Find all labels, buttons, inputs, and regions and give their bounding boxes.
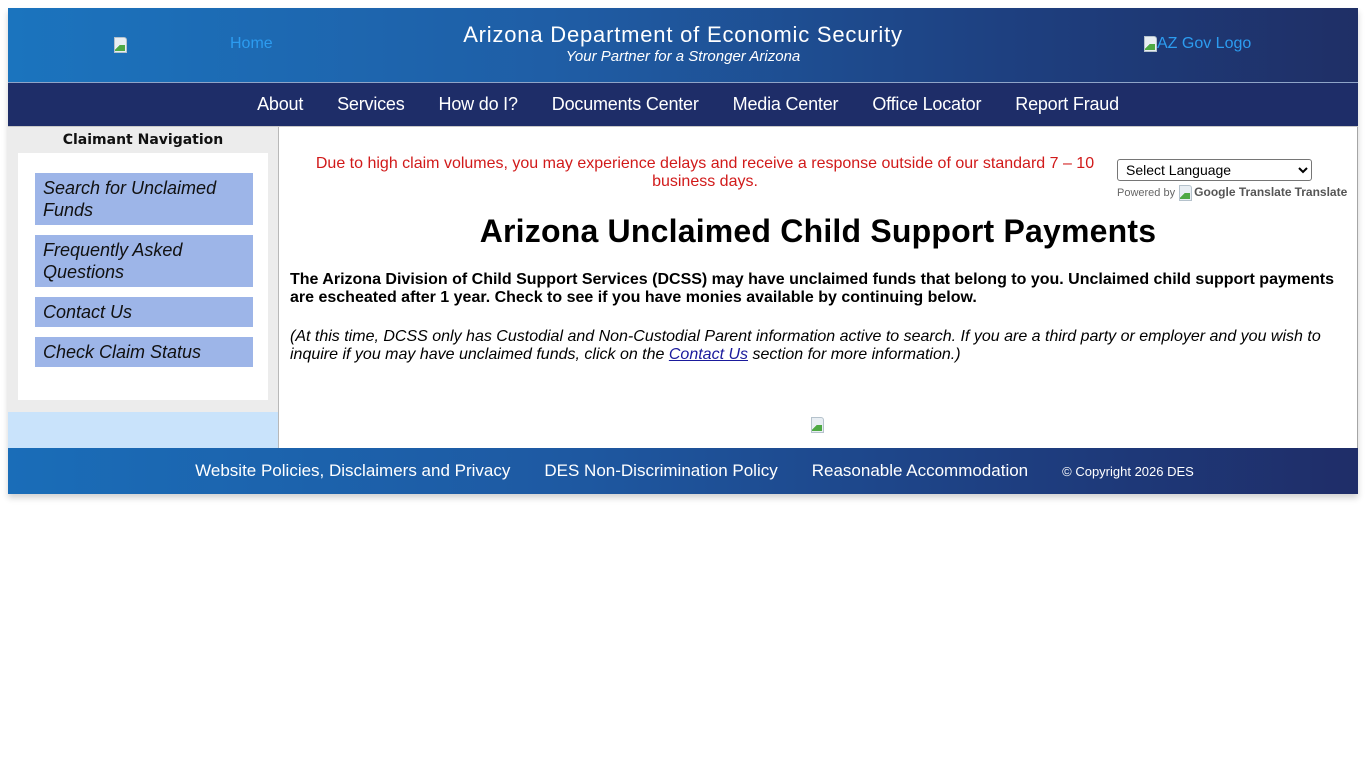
translate-link[interactable]: Translate bbox=[1294, 185, 1348, 199]
google-translate-widget bbox=[1117, 159, 1347, 199]
page-container bbox=[8, 8, 1358, 494]
nav-documents-center[interactable]: Documents Center bbox=[551, 94, 699, 114]
footer-link-reasonable-accommodation[interactable]: Reasonable Accommodation bbox=[811, 461, 1029, 480]
claimant-sidebar bbox=[8, 127, 279, 448]
nav-services[interactable]: Services bbox=[337, 94, 405, 114]
site-tagline: Your Partner for a Stronger Arizona bbox=[565, 48, 801, 65]
nav-how-do-i[interactable]: How do I? bbox=[438, 94, 518, 114]
note-text-after: section for more information.) bbox=[748, 346, 961, 363]
note-text-before: (At this time, DCSS only has Custodial and Non-Custodial Parent information active to search. If you are a third party or employer and you wish to inquire if you may have unclaimed funds, click on the bbox=[290, 328, 1321, 363]
sidebar-item-search-unclaimed-funds[interactable]: Search for Unclaimed Funds bbox=[35, 173, 253, 225]
footer-link-website-policies[interactable]: Website Policies, Disclaimers and Privacy bbox=[195, 461, 511, 480]
intro-paragraph: The Arizona Division of Child Support Services (DCSS) may have unclaimed funds that belong to you. Unclaimed child support payments are escheated after 1 year. Check to see if you have monies available by continuing below. bbox=[290, 271, 1334, 306]
nav-about[interactable]: About bbox=[257, 94, 304, 114]
copyright-text: © Copyright 2026 DES bbox=[1062, 463, 1194, 479]
sidebar-link-list bbox=[18, 153, 268, 400]
delay-notice: Due to high claim volumes, you may experience delays and receive a response outside of our standard 7 – 10 business days. bbox=[315, 155, 1095, 190]
sidebar-title: Claimant Navigation bbox=[62, 132, 224, 148]
main-content bbox=[279, 127, 1358, 448]
home-link[interactable]: Home bbox=[230, 35, 273, 52]
page-title: Arizona Unclaimed Child Support Payments bbox=[479, 213, 1157, 249]
footer-link-non-discrimination[interactable]: DES Non-Discrimination Policy bbox=[544, 461, 778, 480]
site-title: Arizona Department of Economic Security bbox=[463, 22, 903, 47]
main-nav bbox=[8, 83, 1358, 126]
sidebar-item-check-claim-status[interactable]: Check Claim Status bbox=[35, 337, 253, 367]
sidebar-item-faq[interactable]: Frequently Asked Questions bbox=[35, 235, 253, 287]
powered-by bbox=[1117, 185, 1347, 199]
sidebar-item-contact-us[interactable]: Contact Us bbox=[35, 297, 253, 327]
nav-report-fraud[interactable]: Report Fraud bbox=[1015, 94, 1119, 114]
site-footer bbox=[8, 448, 1358, 494]
main-area bbox=[8, 126, 1358, 448]
broken-image-icon bbox=[810, 417, 826, 433]
az-gov-logo-alt: AZ Gov Logo bbox=[1157, 35, 1252, 52]
google-translate-logo-icon bbox=[1178, 185, 1194, 199]
broken-image-icon bbox=[1143, 36, 1157, 52]
contact-us-link[interactable]: Contact Us bbox=[668, 346, 749, 363]
language-select[interactable] bbox=[1117, 159, 1312, 181]
powered-by-label: Powered by bbox=[1117, 187, 1176, 199]
site-header bbox=[8, 8, 1358, 83]
az-gov-logo-link[interactable] bbox=[1143, 35, 1251, 53]
sidebar-panel bbox=[8, 127, 278, 412]
third-party-note bbox=[290, 328, 1343, 364]
google-translate-alt: Google Translate bbox=[1194, 185, 1292, 199]
nav-office-locator[interactable]: Office Locator bbox=[872, 94, 982, 114]
continue-image-link[interactable] bbox=[810, 416, 826, 434]
nav-media-center[interactable]: Media Center bbox=[732, 94, 839, 114]
